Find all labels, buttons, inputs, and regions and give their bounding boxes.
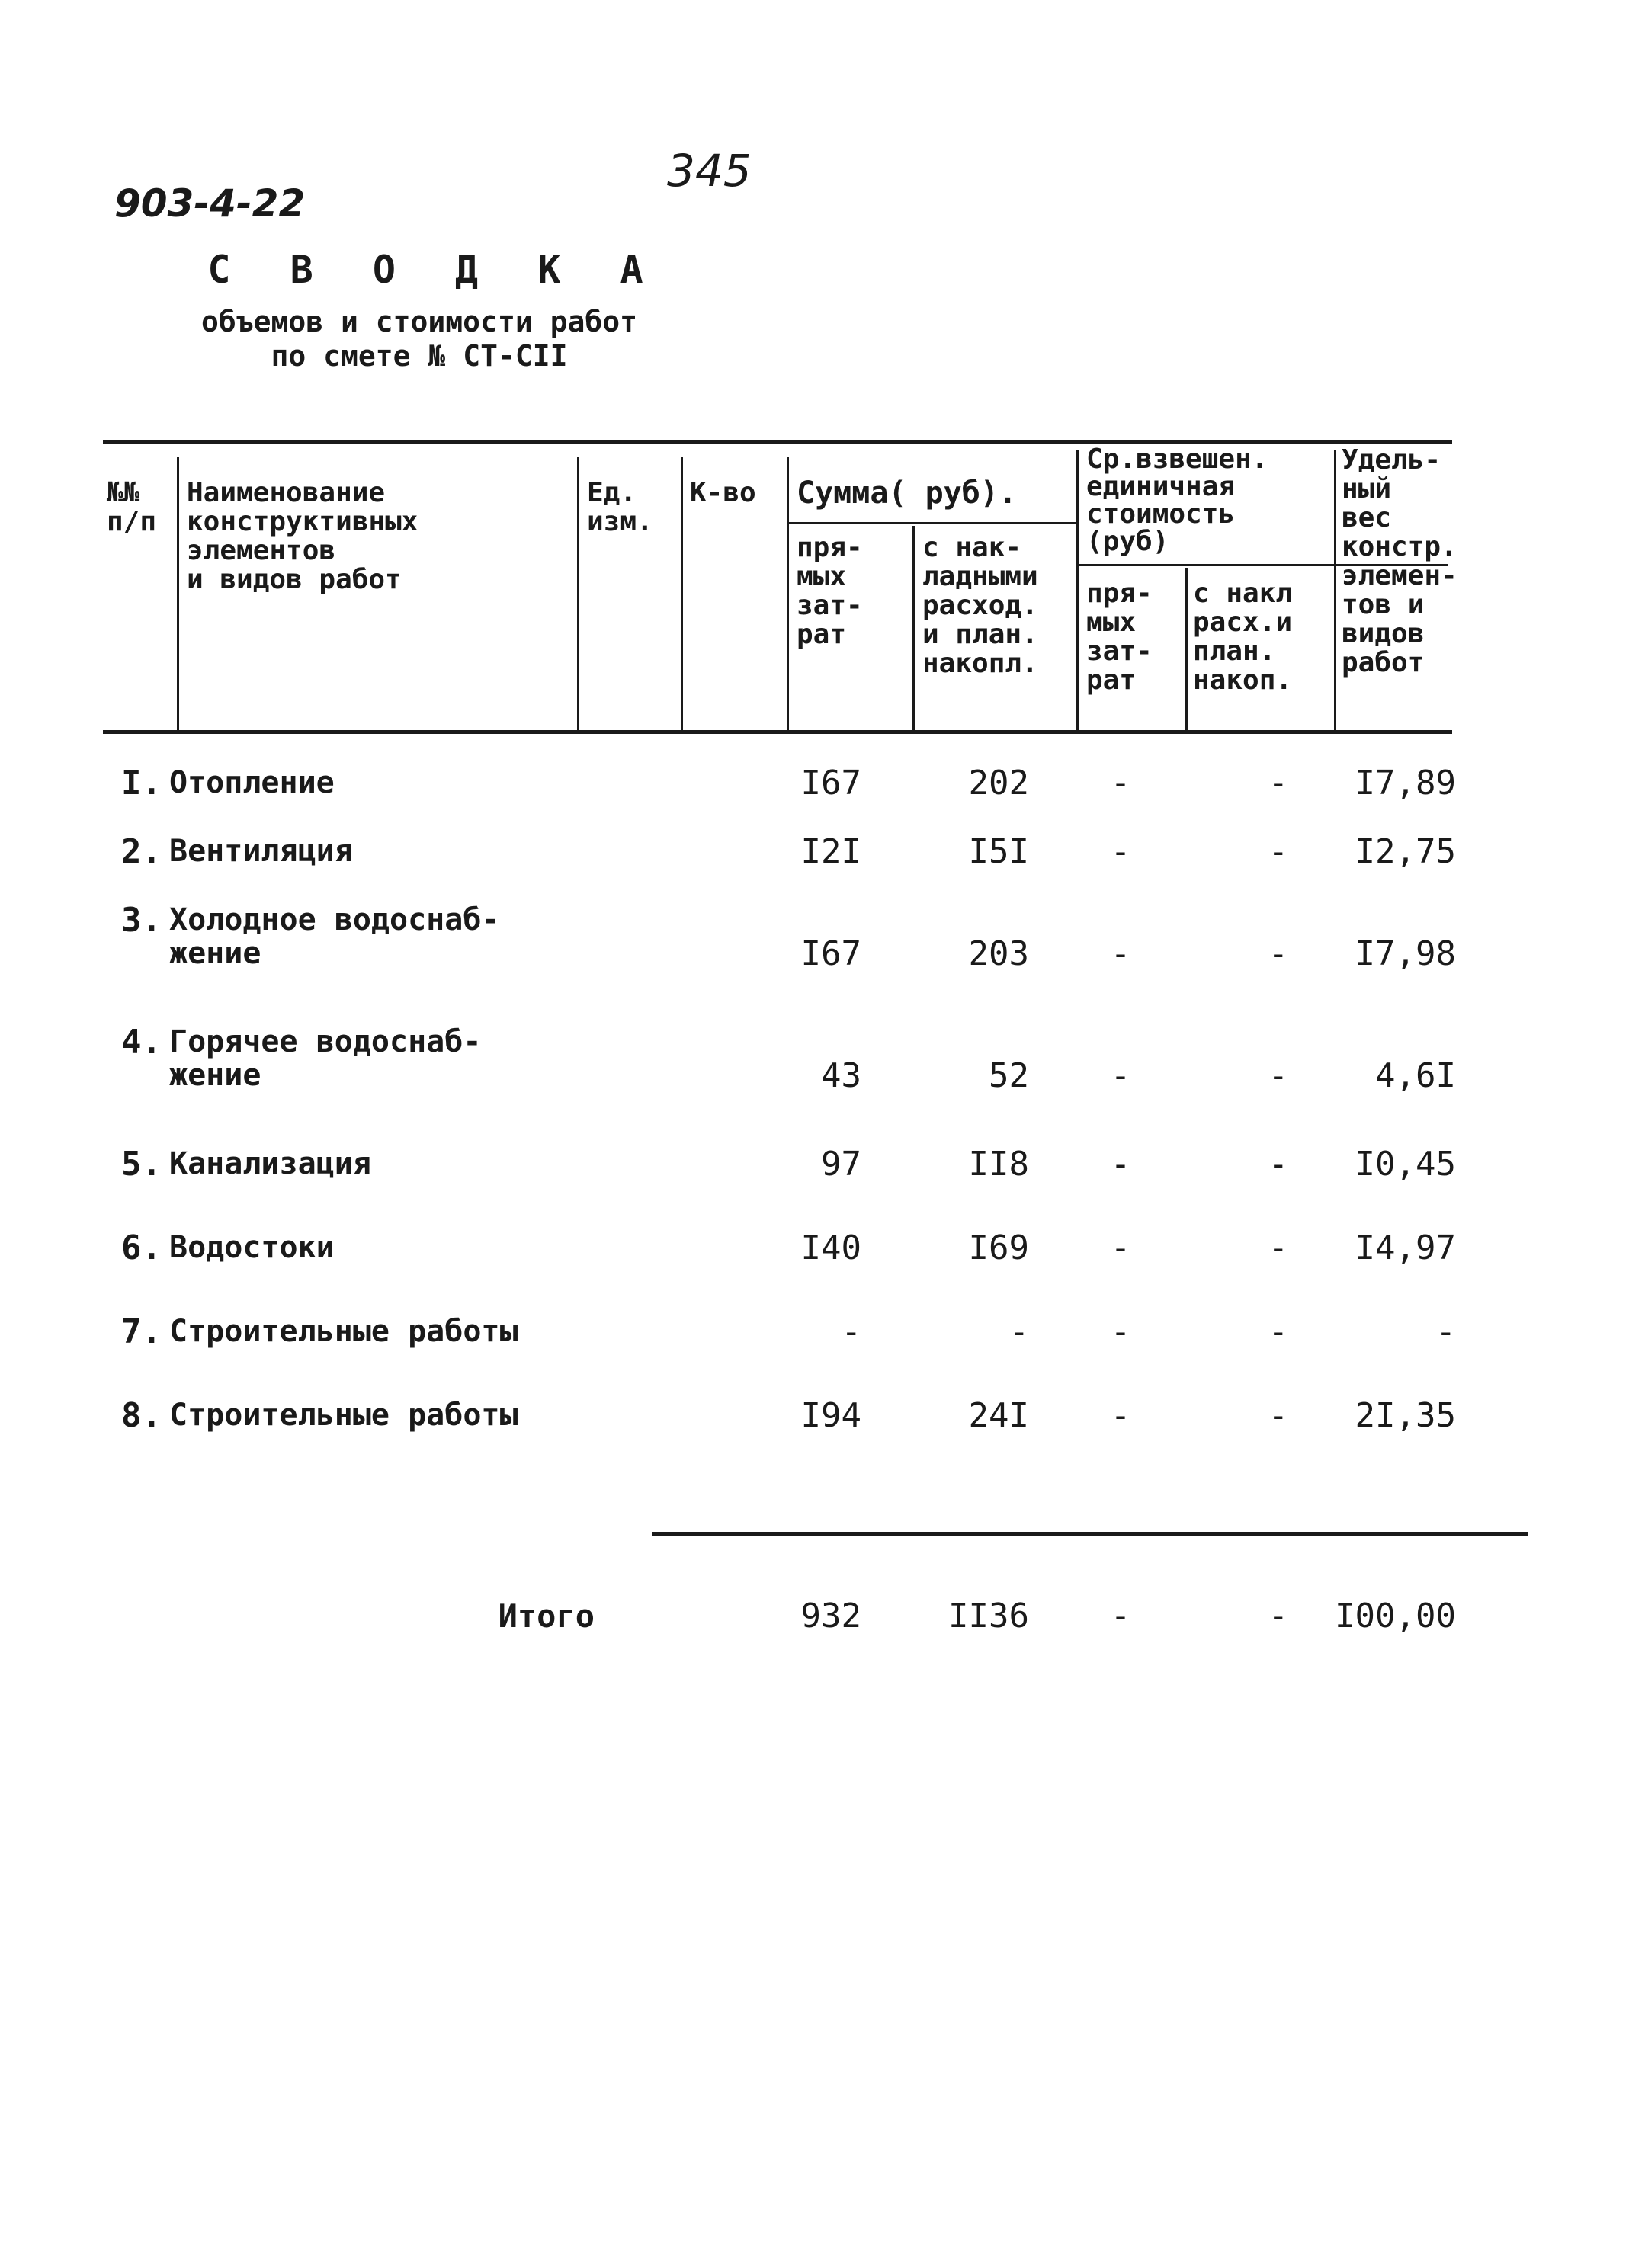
header-avg: Ср.взвешен. единичная стоимость (руб) bbox=[1086, 444, 1268, 557]
row-direct: 97 bbox=[821, 1145, 861, 1184]
total-avg-direct: - bbox=[1110, 1597, 1131, 1635]
row-name: Горячее водоснаб- жение bbox=[169, 1024, 482, 1093]
row-avg-overhead: - bbox=[1268, 934, 1288, 973]
row-direct: I67 bbox=[800, 934, 861, 973]
row-number: 6. bbox=[121, 1228, 162, 1267]
row-weight: I4,97 bbox=[1355, 1228, 1456, 1267]
row-number: 3. bbox=[121, 901, 162, 940]
row-weight: - bbox=[1435, 1312, 1456, 1351]
row-avg-overhead: - bbox=[1268, 1145, 1288, 1184]
row-overhead: 24I bbox=[968, 1396, 1029, 1435]
row-overhead: - bbox=[1009, 1312, 1029, 1351]
row-avg-direct: - bbox=[1110, 934, 1131, 973]
row-weight: 2I,35 bbox=[1355, 1396, 1456, 1435]
table-row bbox=[0, 1228, 1629, 1315]
col-divider bbox=[1185, 568, 1188, 730]
row-avg-direct: - bbox=[1110, 1228, 1131, 1267]
document-subtitle-line1: объемов и стоимости работ bbox=[201, 305, 637, 338]
row-name: Холодное водоснаб- жение bbox=[169, 902, 500, 971]
header-qty: К-во bbox=[690, 477, 756, 508]
row-avg-direct: - bbox=[1110, 832, 1131, 871]
row-avg-overhead: - bbox=[1268, 1396, 1288, 1435]
row-direct: I94 bbox=[800, 1396, 861, 1435]
row-overhead: 202 bbox=[968, 764, 1029, 802]
row-weight: I2,75 bbox=[1355, 832, 1456, 871]
row-avg-overhead: - bbox=[1268, 1056, 1288, 1095]
row-number: 8. bbox=[121, 1396, 162, 1435]
document-code: 903-4-22 bbox=[114, 181, 306, 226]
row-name: Отопление bbox=[169, 765, 335, 800]
row-direct: I67 bbox=[800, 764, 861, 802]
total-rule bbox=[652, 1532, 1528, 1536]
header-unit: Ед. изм. bbox=[587, 477, 653, 537]
row-name: Вентиляция bbox=[169, 834, 353, 869]
row-overhead: 203 bbox=[968, 934, 1029, 973]
row-direct: I40 bbox=[800, 1228, 861, 1267]
header-sum-direct: пря- мых зат- рат bbox=[797, 532, 863, 650]
row-number: 2. bbox=[121, 832, 162, 871]
header-weight: Удель- ный вес констр. элемен- тов и видов работ bbox=[1342, 444, 1457, 678]
row-overhead: II8 bbox=[968, 1145, 1029, 1184]
row-overhead: I69 bbox=[968, 1228, 1029, 1267]
col-divider bbox=[681, 457, 683, 730]
row-name: Строительные работы bbox=[169, 1398, 518, 1433]
row-avg-direct: - bbox=[1110, 1145, 1131, 1184]
row-avg-overhead: - bbox=[1268, 1312, 1288, 1351]
total-label: Итого bbox=[498, 1597, 595, 1635]
row-name: Водостоки bbox=[169, 1230, 335, 1265]
table-row bbox=[0, 1025, 1629, 1109]
total-overhead: II36 bbox=[948, 1597, 1029, 1635]
row-direct: I2I bbox=[800, 832, 861, 871]
header-name: Наименование конструктивных элементов и видов работ bbox=[187, 477, 418, 595]
header-avg-overhead: с накл расх.и план. накоп. bbox=[1193, 578, 1293, 696]
row-avg-direct: - bbox=[1110, 1396, 1131, 1435]
row-direct: 43 bbox=[821, 1056, 861, 1095]
row-avg-overhead: - bbox=[1268, 832, 1288, 871]
header-sum-overhead: с нак- ладными расход. и план. накопл. bbox=[922, 532, 1038, 679]
col-divider bbox=[577, 457, 579, 730]
row-overhead: I5I bbox=[968, 832, 1029, 871]
header-bottom-rule bbox=[103, 730, 1452, 734]
col-divider bbox=[787, 457, 789, 730]
table-row bbox=[0, 903, 1629, 987]
table-row bbox=[0, 1147, 1629, 1231]
table-row bbox=[0, 1398, 1629, 1482]
row-avg-overhead: - bbox=[1268, 764, 1288, 802]
row-number: 5. bbox=[121, 1145, 162, 1184]
page-number: 345 bbox=[667, 145, 752, 197]
row-weight: I0,45 bbox=[1355, 1145, 1456, 1184]
total-row bbox=[0, 1599, 1629, 1683]
col-divider bbox=[177, 457, 179, 730]
col-divider bbox=[1334, 450, 1336, 730]
col-divider bbox=[912, 526, 915, 730]
document-subtitle-line2: по смете № СТ-СII bbox=[271, 339, 568, 373]
row-direct: - bbox=[841, 1312, 861, 1351]
col-divider bbox=[1076, 450, 1079, 730]
total-direct: 932 bbox=[800, 1597, 861, 1635]
header-avg-direct: пря- мых зат- рат bbox=[1086, 578, 1153, 696]
row-number: 7. bbox=[121, 1312, 162, 1351]
row-name: Канализация bbox=[169, 1146, 371, 1181]
row-number: I. bbox=[121, 764, 162, 802]
row-weight: I7,98 bbox=[1355, 934, 1456, 973]
row-avg-direct: - bbox=[1110, 764, 1131, 802]
row-overhead: 52 bbox=[989, 1056, 1029, 1095]
total-avg-overhead: - bbox=[1268, 1597, 1288, 1635]
row-name: Строительные работы bbox=[169, 1314, 518, 1349]
header-sum: Сумма( руб). bbox=[797, 476, 1017, 511]
row-avg-direct: - bbox=[1110, 1312, 1131, 1351]
sum-sub-rule bbox=[787, 522, 1076, 524]
total-weight: I00,00 bbox=[1335, 1597, 1456, 1635]
table-row bbox=[0, 1312, 1629, 1398]
row-weight: I7,89 bbox=[1355, 764, 1456, 802]
row-avg-direct: - bbox=[1110, 1056, 1131, 1095]
row-weight: 4,6I bbox=[1375, 1056, 1456, 1095]
row-number: 4. bbox=[121, 1023, 162, 1062]
row-avg-overhead: - bbox=[1268, 1228, 1288, 1267]
header-num: №№ п/п bbox=[107, 477, 157, 537]
document-title: С В О Д К А bbox=[207, 248, 662, 292]
